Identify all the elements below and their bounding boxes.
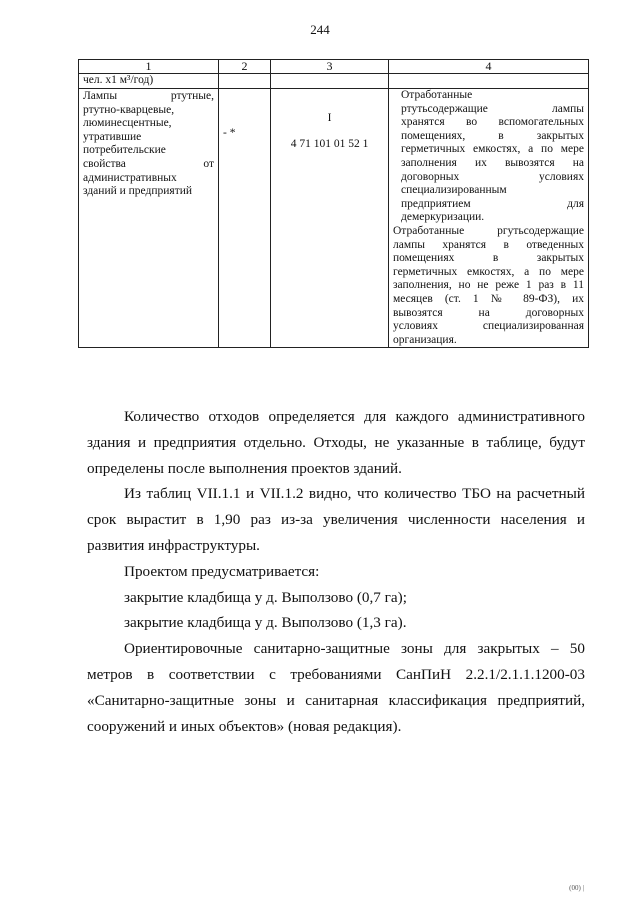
text-line: люминесцентные, [83, 117, 172, 130]
note-paragraph-2 [393, 225, 584, 347]
text-line: условиях специализированная [393, 320, 584, 333]
paragraph: Ориентировочные санитарно-защитные зоны для закрытых – 50 метров в соответствии с требованиями СанПиН 2.2.1/2.1.1.1200-03 «Санитарно-защитные зоны и санитарная классификация предприятий, сооружений и иных объектов» (новая редакция). [87, 640, 585, 735]
hazard-value: - * [223, 127, 236, 139]
footer-mark: (00) | [569, 884, 584, 892]
paragraph: Проектом предусматривается: [124, 562, 320, 580]
hazard-cell [219, 89, 271, 348]
text-line: герметичных емкостях, а по мере [393, 265, 584, 278]
fkko-code: 4 71 101 01 52 1 [290, 137, 369, 150]
text-line: потребительские [83, 144, 166, 157]
text-line: Лампы ртутные, [83, 90, 214, 102]
text-line: помещениях, в закрытых [401, 129, 584, 142]
text-line: ртутно-кварцевые, [83, 103, 175, 116]
text-line: Отработанные [401, 89, 473, 101]
note-paragraph-1 [393, 89, 584, 225]
text-line: помещениях в закрытых [393, 252, 584, 265]
waste-name-cell [79, 89, 219, 348]
text-line: утратившие [83, 130, 142, 143]
text-line: месяцев (ст. 1 № 89-ФЗ), их [393, 292, 584, 305]
paragraph: Из таблиц VII.1.1 и VII.1.2 видно, что количество ТБО на расчетный срок вырастит в 1,90 раз из-за увеличения численности населения и развития инфраструктуры. [87, 485, 585, 554]
empty-cell [219, 74, 271, 89]
empty-cell [271, 74, 389, 89]
handling-note-cell [389, 89, 589, 348]
hazard-class: I [327, 112, 332, 124]
text-line: заполнения, но не реже 1 раз в 11 [393, 279, 584, 292]
column-header-2: 2 [219, 60, 271, 74]
text-line: специализированным [401, 184, 507, 197]
text-line: организация. [393, 333, 457, 346]
text-line: предприятием для [401, 197, 584, 210]
continuation-cell: чел. х1 м³/год) [79, 74, 219, 89]
empty-cell [389, 74, 589, 89]
text-line: договорных условиях [401, 170, 584, 183]
waste-name-lines [83, 90, 214, 199]
table-row [79, 89, 589, 348]
column-header-3: 3 [271, 60, 389, 74]
text-line: демеркуризации. [401, 211, 485, 224]
text-line: лампы хранятся в отведенных [393, 238, 584, 251]
text-line: вывозятся на договорных [393, 306, 584, 319]
text-line: ртутьсодержащие лампы [401, 102, 584, 115]
text-line: административных [83, 171, 177, 184]
table-header-row [79, 60, 589, 74]
waste-table [78, 59, 589, 348]
table-continuation-row [79, 74, 589, 89]
class-code-cell [271, 89, 389, 348]
text-line: свойства от [83, 157, 214, 170]
paragraph: Количество отходов определяется для каждого административного здания и предприятия отдельно. Отходы, не указанные в таблице, будут определены после выполнения проектов зданий. [87, 408, 585, 477]
text-line: хранятся во вспомогательных [401, 116, 584, 129]
column-header-1: 1 [79, 60, 219, 74]
body-text [87, 404, 585, 739]
text-line: герметичных емкостях, а по мере [401, 143, 584, 156]
column-header-4: 4 [389, 60, 589, 74]
page-number: 244 [310, 22, 330, 37]
text-line: зданий и предприятий [83, 185, 193, 198]
text-line: заполнения их вывозятся на [401, 156, 584, 169]
list-item: закрытие кладбища у д. Выползово (0,7 га); [124, 588, 407, 606]
text-line: Отработанные ргутьсодержащие [393, 224, 584, 237]
list-item: закрытие кладбища у д. Выползово (1,3 га). [124, 614, 407, 632]
